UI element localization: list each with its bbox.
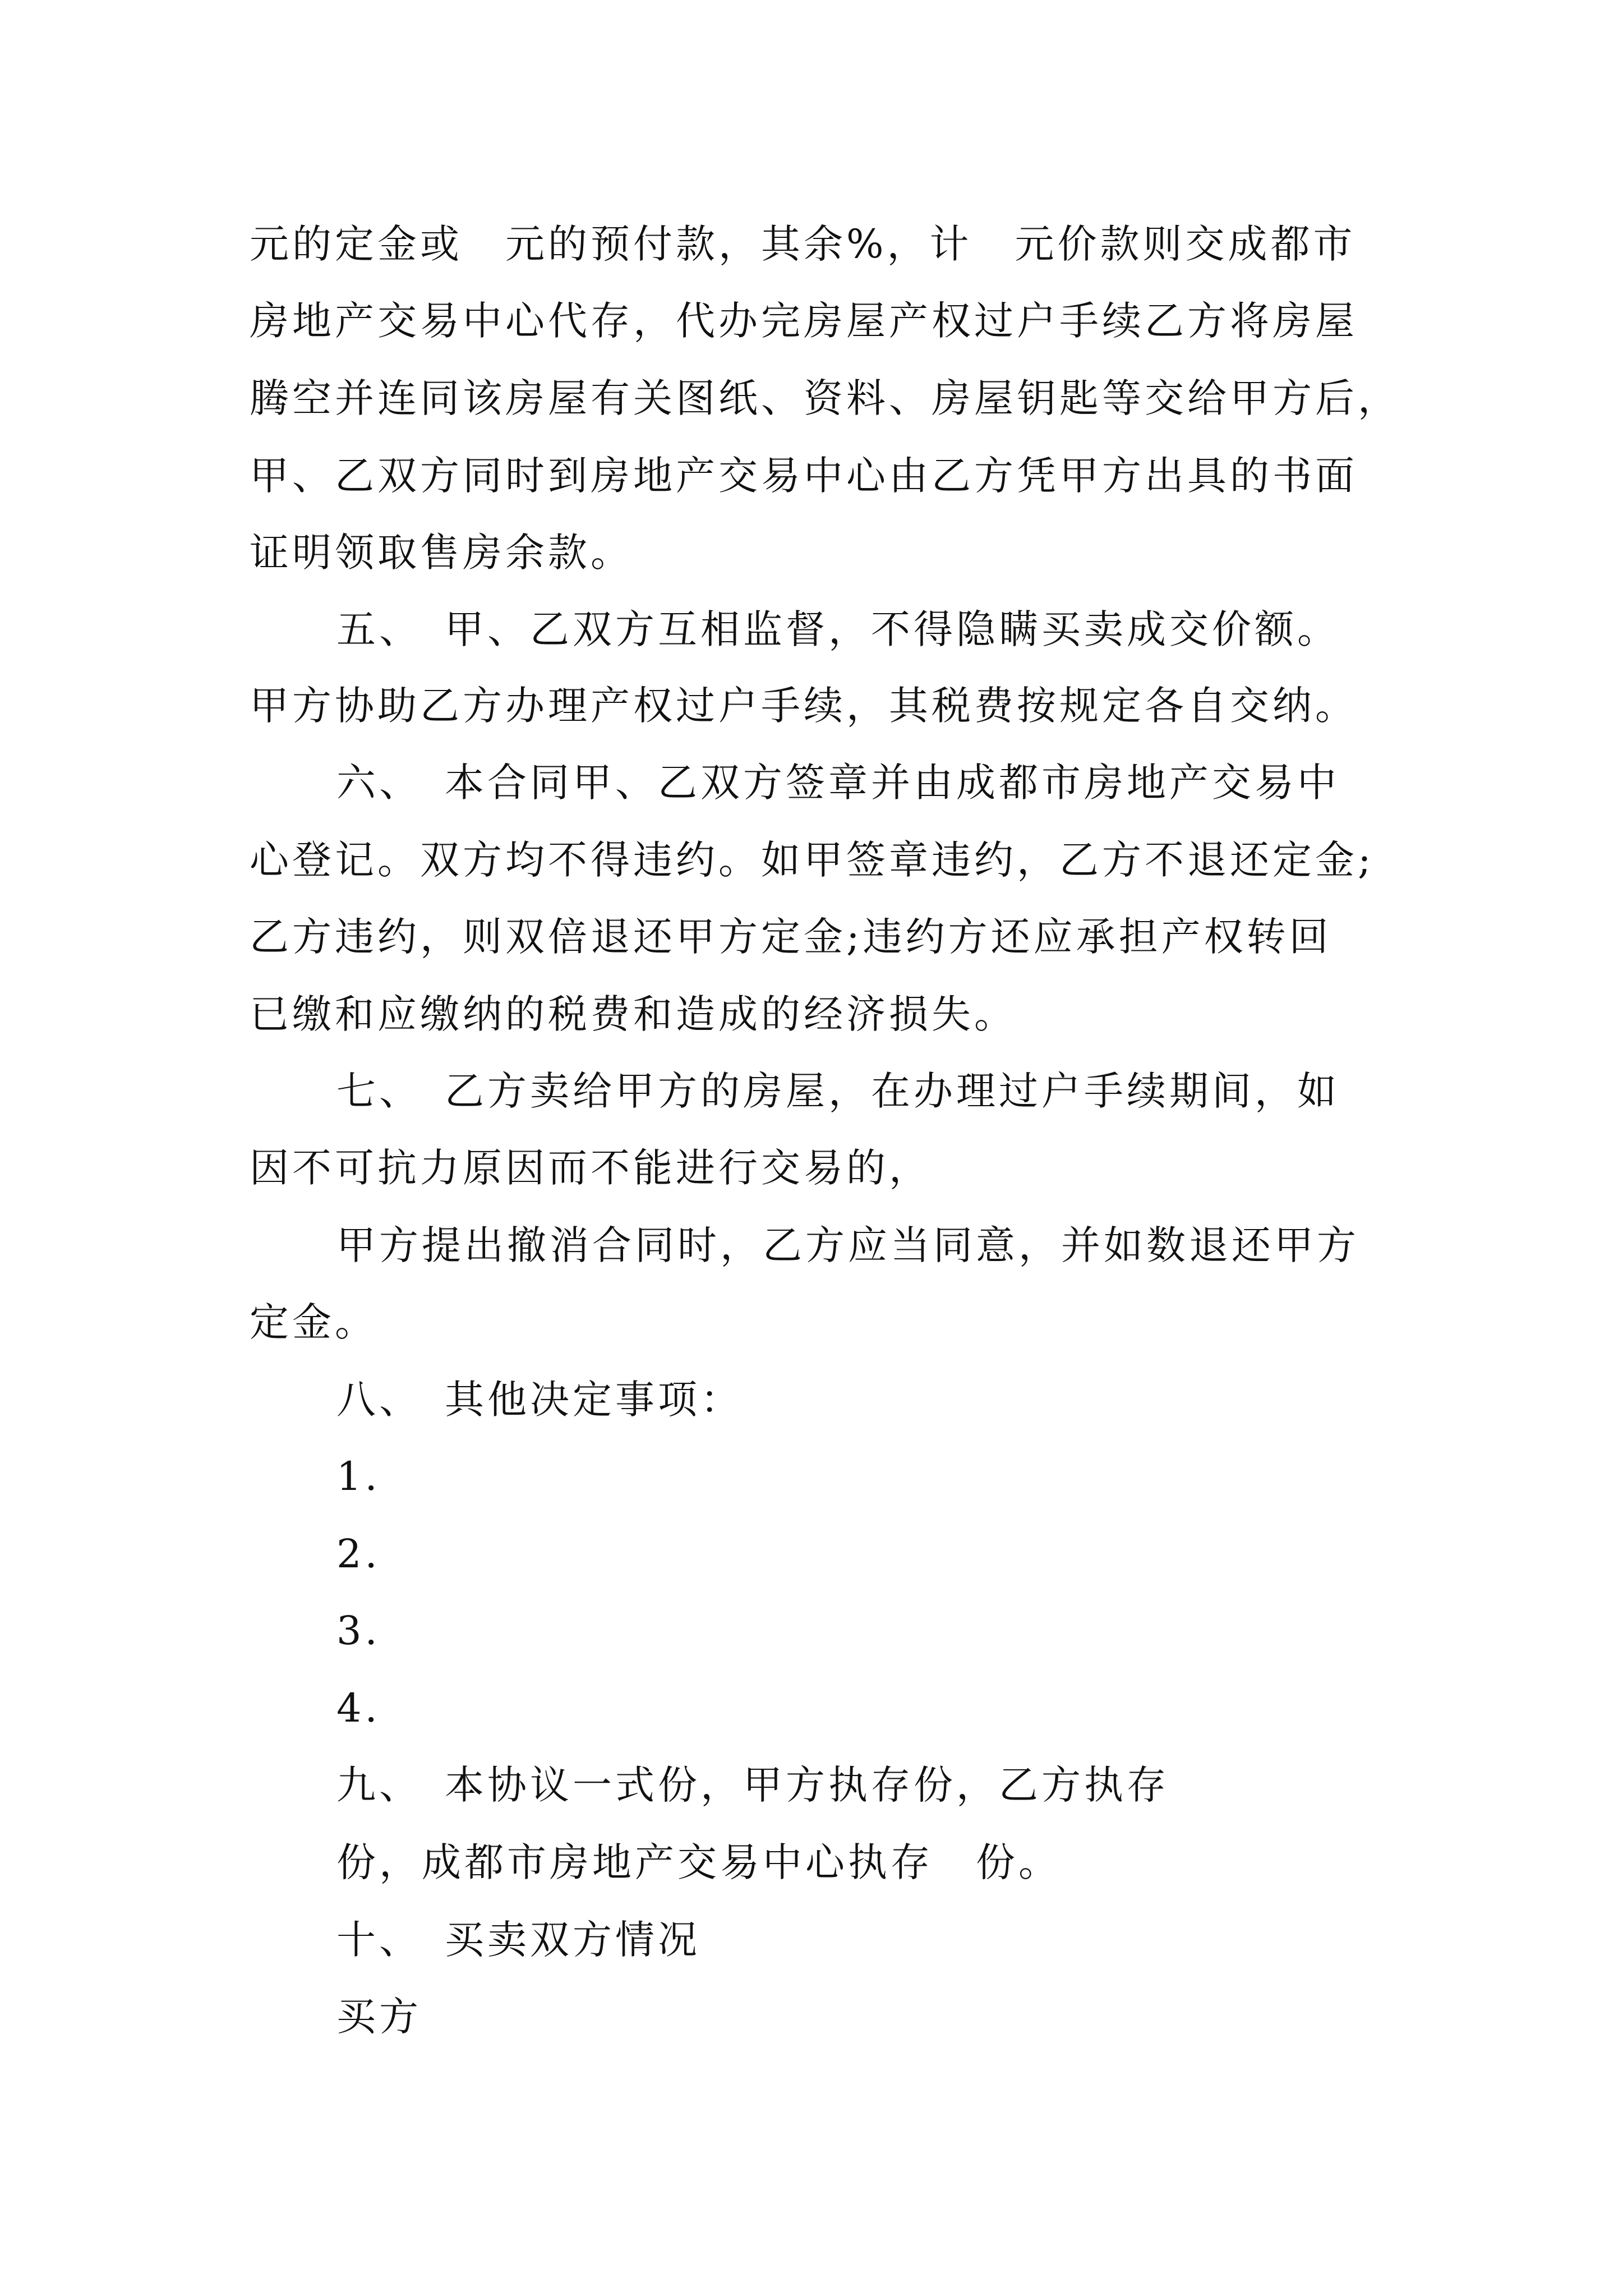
clause-10-heading: 十、 买卖双方情况	[336, 1917, 700, 1963]
text-line-22: 份，成都市房地产交易中心执存 份。	[336, 1839, 1061, 1885]
text-line-3: 腾空并连同该房屋有关图纸、资料、房屋钥匙等交给甲方后，	[250, 375, 1400, 421]
clause-9-heading: 九、 本协议一式份，甲方执存份，乙方执存	[336, 1762, 1169, 1808]
text-line-14: 甲方提出撤消合同时，乙方应当同意，并如数退还甲方	[336, 1222, 1359, 1268]
text-line-4: 甲、乙双方同时到房地产交易中心由乙方凭甲方出具的书面	[250, 453, 1358, 499]
text-line-13: 因不可抗力原因而不能进行交易的，	[250, 1145, 932, 1191]
clause-5-heading: 五、 甲、乙双方互相监督，不得隐瞒买卖成交价额。	[336, 606, 1340, 652]
text-line-1: 元的定金或 元的预付款，其余%，计 元价款则交成都市	[250, 221, 1356, 267]
list-item-4: 4.	[336, 1685, 381, 1731]
text-line-7: 甲方协助乙方办理产权过户手续，其税费按规定各自交纳。	[250, 683, 1358, 729]
text-line-11: 已缴和应缴纳的税费和造成的经济损失。	[250, 991, 1017, 1037]
list-item-2: 2.	[336, 1531, 381, 1577]
text-line-10: 乙方违约，则双倍退还甲方定金;违约方还应承担产权转回	[250, 914, 1332, 960]
buyer-label: 买方	[336, 1994, 422, 2040]
clause-8-heading: 八、 其他决定事项：	[336, 1377, 743, 1423]
text-line-5: 证明领取售房余款。	[250, 530, 633, 576]
clause-7-heading: 七、 乙方卖给甲方的房屋，在办理过户手续期间，如	[336, 1068, 1340, 1114]
text-line-2: 房地产交易中心代存，代办完房屋产权过户手续乙方将房屋	[250, 298, 1358, 344]
list-item-3: 3.	[336, 1608, 381, 1654]
clause-6-heading: 六、 本合同甲、乙双方签章并由成都市房地产交易中	[336, 760, 1340, 806]
text-line-9: 心登记。双方均不得违约。如甲签章违约，乙方不退还定金;	[250, 837, 1375, 883]
text-line-15: 定金。	[250, 1299, 377, 1345]
list-item-1: 1.	[336, 1453, 381, 1499]
